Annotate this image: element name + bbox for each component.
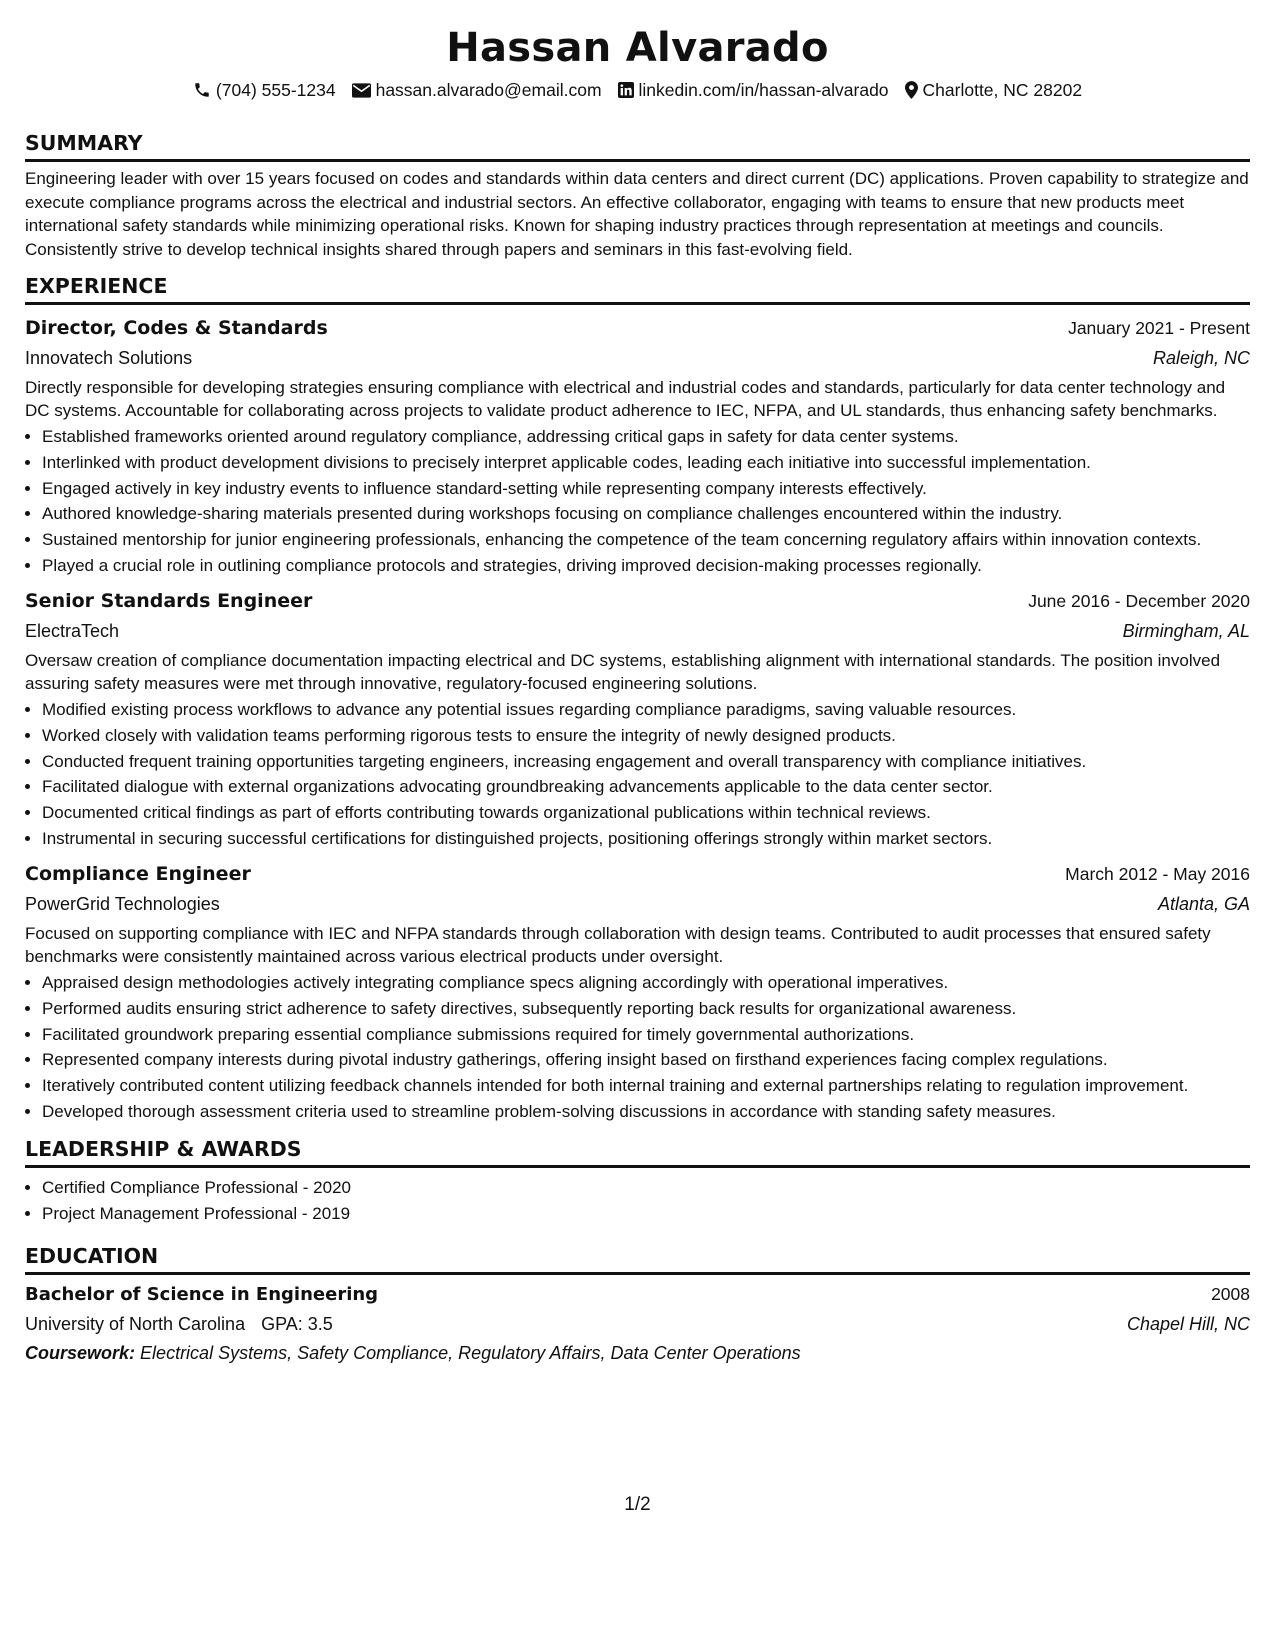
bullet-item: • Sustained mentorship for junior engineering professionals, enhancing the competence of the team concerning regulatory affairs within innovation contexts. — [42, 528, 1250, 552]
award-item: • Certified Compliance Professional - 2020 — [42, 1176, 1250, 1200]
job-location: Birmingham, AL — [1122, 620, 1250, 641]
job-bullets — [25, 698, 1250, 851]
coursework — [25, 1340, 1250, 1366]
candidate-name: Hassan Alvarado — [446, 25, 829, 71]
bullet-item: • Worked closely with validation teams performing rigorous tests to ensure the integrity of newly designed products. — [42, 724, 1250, 748]
company-name: PowerGrid Technologies — [25, 893, 220, 914]
summary-text: Engineering leader with over 15 years focused on codes and standards within data centers and direct current (DC) applications. Proven capability to strategize and execute compliance programs across the electrical and industrial sectors. An effective collaborator, engaging with teams to ensure that new products meet international safety standards while minimizing operational risks. Known for shaping industry practices through representation at meetings and councils. Consistently strive to develop technical insights shared through papers and seminars in this fast-evolving field. — [25, 169, 1249, 260]
coursework-list: Electrical Systems, Safety Compliance, Regulatory Affairs, Data Center Operations — [140, 1343, 801, 1364]
experience-heading: EXPERIENCE — [25, 273, 1250, 305]
bullet-item: • Developed thorough assessment criteria used to streamline problem-solving discussions in accordance with standing safety measures. — [42, 1100, 1250, 1124]
bullet-item: • Represented company interests during pivotal industry gatherings, offering insight based on firsthand experiences facing complex regulations. — [42, 1048, 1250, 1072]
phone-text: (704) 555-1234 — [215, 80, 336, 100]
contact-location — [905, 78, 1083, 102]
linkedin-text[interactable]: linkedin.com/in/hassan-alvarado — [638, 80, 889, 100]
school-location: Chapel Hill, NC — [1126, 1314, 1250, 1335]
job-dates: June 2016 - December 2020 — [1028, 590, 1250, 611]
page-number: 1/2 — [624, 1494, 651, 1515]
summary-heading: SUMMARY — [25, 130, 1250, 162]
bullet-item: • Iteratively contributed content utilizing feedback channels intended for both internal training and external partnerships relating to regulation improvement. — [42, 1074, 1250, 1098]
company-name: ElectraTech — [25, 620, 120, 641]
job-bullets — [25, 425, 1250, 578]
bullet-item: • Engaged actively in key industry events to influence standard-setting while representing company interests effectively. — [42, 477, 1250, 501]
bullet-item: • Interlinked with product development divisions to precisely interpret applicable codes, leading each initiative into successful implementation. — [42, 451, 1250, 475]
bullet-item: • Performed audits ensuring strict adherence to safety directives, subsequently reporting back results for organizational awareness. — [42, 997, 1250, 1021]
job-dates: January 2021 - Present — [1068, 317, 1250, 338]
job-title: Senior Standards Engineer — [25, 589, 313, 612]
bullet-item: • Authored knowledge-sharing materials presented during workshops focusing on compliance challenges encountered within the industry. — [42, 502, 1250, 526]
contact-phone — [193, 78, 336, 102]
bullet-item: • Established frameworks oriented around regulatory compliance, addressing critical gaps in safety for data center systems. — [42, 425, 1250, 449]
bullet-item: • Facilitated dialogue with external organizations advocating groundbreaking advancements applicable to the data center sector. — [42, 775, 1250, 799]
bullet-item: • Conducted frequent training opportunities targeting engineers, increasing engagement and overall transparency with compliance initiatives. — [42, 750, 1250, 774]
job-title: Director, Codes & Standards — [25, 316, 328, 339]
envelope-icon — [352, 83, 371, 98]
linkedin-icon — [618, 82, 634, 98]
job-entry — [25, 861, 1250, 1124]
coursework-label: Coursework: — [25, 1343, 136, 1364]
job-bullets — [25, 971, 1250, 1124]
email-text[interactable]: hassan.alvarado@email.com — [375, 80, 602, 100]
job-location: Raleigh, NC — [1152, 347, 1250, 368]
education-heading: EDUCATION — [25, 1243, 1250, 1275]
job-dates: March 2012 - May 2016 — [1065, 863, 1250, 884]
bullet-item: • Instrumental in securing successful certifications for distinguished projects, positioning offerings strongly within market sectors. — [42, 827, 1250, 851]
bullet-item: • Facilitated groundwork preparing essential compliance submissions required for timely governmental authorizations. — [42, 1023, 1250, 1047]
job-location: Atlanta, GA — [1157, 893, 1250, 914]
school-name: University of North Carolina — [25, 1314, 246, 1335]
job-description: Directly responsible for developing strategies ensuring compliance with electrical and industrial codes and standards, particularly for data center technology and DC systems. Accountable for collaborating across projects to validate product adherence to IEC, NFPA, and UL standards, thus enhancing safety benchmarks. — [25, 377, 1226, 421]
leadership-heading: LEADERSHIP & AWARDS — [25, 1136, 1250, 1168]
job-description: Focused on supporting compliance with IEC and NFPA standards through collaboration with design teams. Contributed to audit processes that ensured safety benchmarks were consistently maintained across various electrical products under oversight. — [25, 923, 1211, 967]
awards-list — [25, 1176, 1250, 1225]
job-description: Oversaw creation of compliance documentation impacting electrical and DC systems, establishing alignment with international standards. The position involved assuring safety measures were met through innovative, regulatory-focused engineering solutions. — [25, 650, 1221, 694]
bullet-item: • Documented critical findings as part of efforts contributing towards organizational publications within technical reviews. — [42, 801, 1250, 825]
education-entry — [25, 1281, 1250, 1308]
contact-email[interactable] — [352, 78, 602, 102]
map-pin-icon — [905, 81, 918, 99]
bullet-item: • Played a crucial role in outlining compliance protocols and strategies, driving improved decision-making processes regionally. — [42, 554, 1250, 578]
job-entry — [25, 588, 1250, 851]
bullet-item: • Appraised design methodologies actively integrating compliance specs aligning accordingly with operational imperatives. — [42, 971, 1250, 995]
contact-linkedin[interactable] — [618, 78, 889, 102]
gpa: GPA: 3.5 — [261, 1314, 333, 1335]
location-text: Charlotte, NC 28202 — [922, 80, 1083, 100]
degree-name: Bachelor of Science in Engineering — [25, 1284, 379, 1306]
phone-icon — [193, 81, 211, 99]
contact-bar — [25, 78, 1250, 102]
job-entry — [25, 315, 1250, 578]
bullet-item: • Modified existing process workflows to advance any potential issues regarding compliance paradigms, saving valuable resources. — [42, 698, 1250, 722]
award-item: • Project Management Professional - 2019 — [42, 1202, 1250, 1226]
company-name: Innovatech Solutions — [25, 347, 193, 368]
graduation-year: 2008 — [1211, 1284, 1250, 1305]
job-title: Compliance Engineer — [25, 862, 251, 885]
